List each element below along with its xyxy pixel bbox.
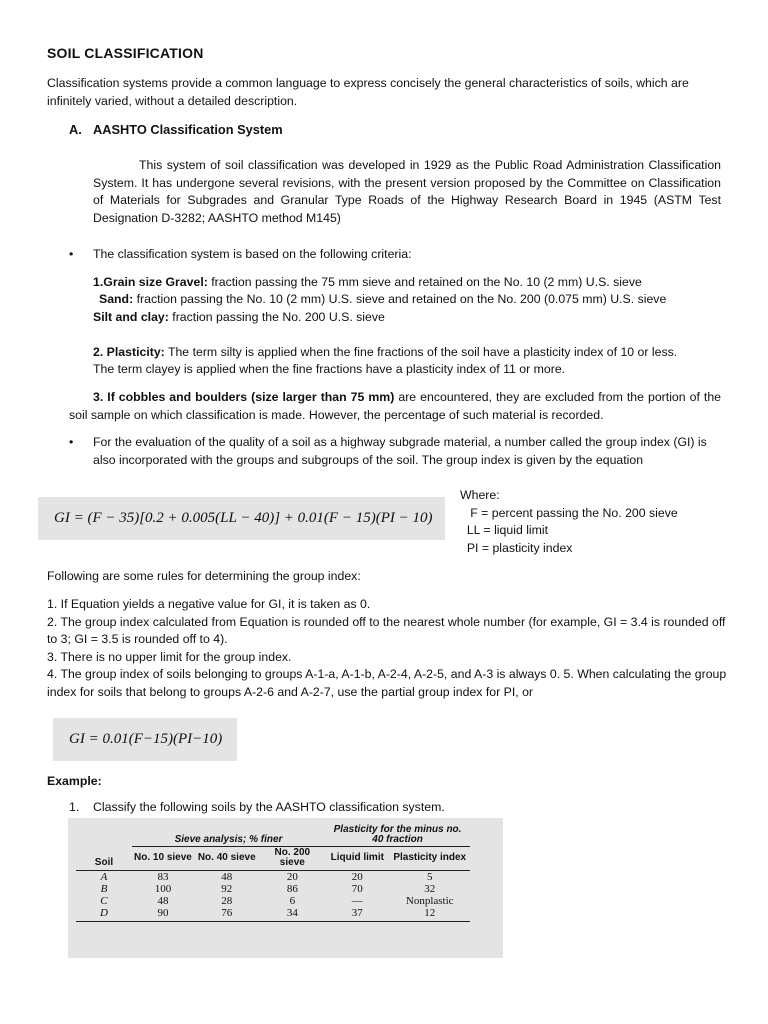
column-header-no200: No. 200 sieve [260, 847, 326, 871]
gravel-text: fraction passing the 75 mm sieve and retained on the No. 10 (2 mm) U.S. sieve [207, 275, 642, 289]
example-item [69, 799, 445, 817]
table-cell: 12 [389, 907, 470, 922]
table-cell: C [100, 894, 108, 907]
rules-intro: Following are some rules for determining the group index: [47, 569, 361, 583]
table-cell: A [100, 870, 108, 883]
aashto-history-paragraph [93, 157, 721, 227]
criterion-cobbles [69, 389, 721, 424]
group-index-bullet-text: For the evaluation of the quality of a soil as a highway subgrade material, a number called the group index (GI) is also incorporated with the groups and subgroups of the soil. The group index is given by the equation [93, 435, 707, 467]
intro-paragraph: Classification systems provide a common language to express concisely the general characteristics of soils, which are infinitely varied, without a detailed description. [47, 76, 689, 108]
criterion-plasticity [93, 344, 733, 362]
silt-clay-text: fraction passing the No. 200 U.S. sieve [168, 310, 385, 324]
table-cell: 90 [132, 907, 194, 922]
column-header-liquid-limit: Liquid limit [325, 847, 389, 871]
section-title: AASHTO Classification System [93, 122, 283, 137]
table-row [76, 907, 470, 922]
example-text: Classify the following soils by the AASHTO classification system. [93, 800, 445, 814]
section-number: A. [69, 122, 82, 137]
cobbles-text: are encountered, they are excluded from the portion of the soil sample on which classification is made. However, the percentage of such material is recorded. [69, 390, 721, 422]
where-label: Where: [460, 488, 500, 502]
column-header-no40: No. 40 sieve [194, 847, 260, 871]
where-legend [460, 487, 678, 557]
rule-item: 3. There is no upper limit for the group index. [47, 649, 292, 664]
gravel-label: 1.Grain size Gravel: [93, 275, 208, 289]
table-cell: 20 [286, 870, 298, 883]
table-row [76, 883, 470, 895]
equation-text: GI = 0.01(F−15)(PI−10) [69, 731, 223, 747]
rule-item: 2. The group index calculated from Equation is rounded off to the nearest whole number (for example, GI = 3.4 is rounded off to 3; GI = 3.5 is rounded off to 4). [47, 614, 726, 647]
table-cell: B [100, 882, 108, 895]
aashto-history-text: This system of soil classification was developed in 1929 as the Public Road Administration Classification System. It has undergone several revisions, with the present version proposed by the Committee on Classification of Materials for Subgrades and Granular Type Roads of the Highway Research Board in 1945 (ASTM Test Designation D-3282; AASHTO method M145) [93, 158, 721, 225]
table-cell: 20 [351, 870, 363, 883]
silt-clay-label: Silt and clay: [93, 310, 169, 324]
table-cell: Nonplastic [405, 894, 454, 907]
where-pi: PI = plasticity index [460, 540, 573, 555]
column-header-plasticity-index: Plasticity index [389, 847, 470, 871]
table-cell: 34 [260, 907, 326, 922]
section-heading [69, 121, 283, 139]
rule-item: 4. The group index of soils belonging to groups A-1-a, A-1-b, A-2-4, A-2-5, and A-3 is always 0. 5. When calculating the group index for soils that belong to groups A-2-6 and A-2-7, use the partial group index for PI, or [47, 667, 727, 699]
table-cell: 100 [154, 882, 172, 895]
table-cell: 48 [157, 894, 169, 907]
table-cell: 48 [221, 870, 233, 883]
table-cell: 37 [325, 907, 389, 922]
bullet-icon: • [69, 435, 74, 449]
table-cell: D [76, 907, 132, 922]
criteria-bullet [69, 246, 412, 264]
cobbles-label: 3. If cobbles and boulders (size larger than 75 mm) [93, 390, 395, 404]
bullet-icon: • [69, 247, 74, 261]
where-f: F = percent passing the No. 200 sieve [460, 505, 678, 520]
plasticity-group-header: Plasticity for the minus no. 40 fraction [325, 822, 470, 847]
where-ll: LL = liquid limit [460, 523, 549, 538]
plasticity-label: 2. Plasticity: [93, 345, 165, 359]
table-cell: — [351, 894, 363, 907]
group-index-equation [38, 497, 445, 540]
table-cell: 76 [194, 907, 260, 922]
rules-list [47, 596, 727, 702]
group-index-bullet [69, 434, 721, 469]
table-spacer [76, 822, 132, 847]
table-cell: 83 [157, 870, 169, 883]
example-heading: Example: [47, 774, 102, 788]
partial-group-index-equation [53, 718, 237, 761]
sand-text: fraction passing the No. 10 (2 mm) U.S. sieve and retained on the No. 200 (0.075 mm) U.S. sieve [133, 292, 667, 306]
table-row [76, 871, 470, 884]
page-title: SOIL CLASSIFICATION [47, 45, 204, 61]
criterion-sand [99, 291, 739, 309]
equation-text: GI = (F − 35)[0.2 + 0.005(LL − 40)] + 0.01(F − 15)(PI − 10) [54, 510, 433, 526]
sand-label: Sand: [99, 292, 134, 306]
table-cell: 86 [286, 882, 298, 895]
criterion-silt-clay [93, 309, 733, 327]
criterion-plasticity-clayey: The term clayey is applied when the fine fractions have a plasticity index of 11 or more. [93, 362, 566, 376]
table-cell: 28 [221, 894, 233, 907]
table-cell: 5 [426, 870, 433, 883]
table-cell: 32 [424, 882, 436, 895]
table-row [76, 895, 470, 907]
soil-data-table-figure [68, 818, 503, 958]
table-cell: 92 [221, 882, 233, 895]
criteria-bullet-text: The classification system is based on the following criteria: [93, 247, 412, 261]
soil-data-table [76, 822, 470, 922]
column-header-soil: Soil [76, 847, 132, 871]
criterion-gravel [93, 274, 733, 292]
plasticity-text: The term silty is applied when the fine fractions of the soil have a plasticity index of 10 or less. [164, 345, 678, 359]
example-number: 1. [69, 800, 80, 814]
column-header-no10: No. 10 sieve [132, 847, 194, 871]
rule-item: 1. If Equation yields a negative value for GI, it is taken as 0. [47, 597, 371, 611]
table-cell: 70 [351, 882, 363, 895]
sieve-group-header: Sieve analysis; % finer [132, 822, 325, 847]
table-cell: 6 [289, 894, 296, 907]
